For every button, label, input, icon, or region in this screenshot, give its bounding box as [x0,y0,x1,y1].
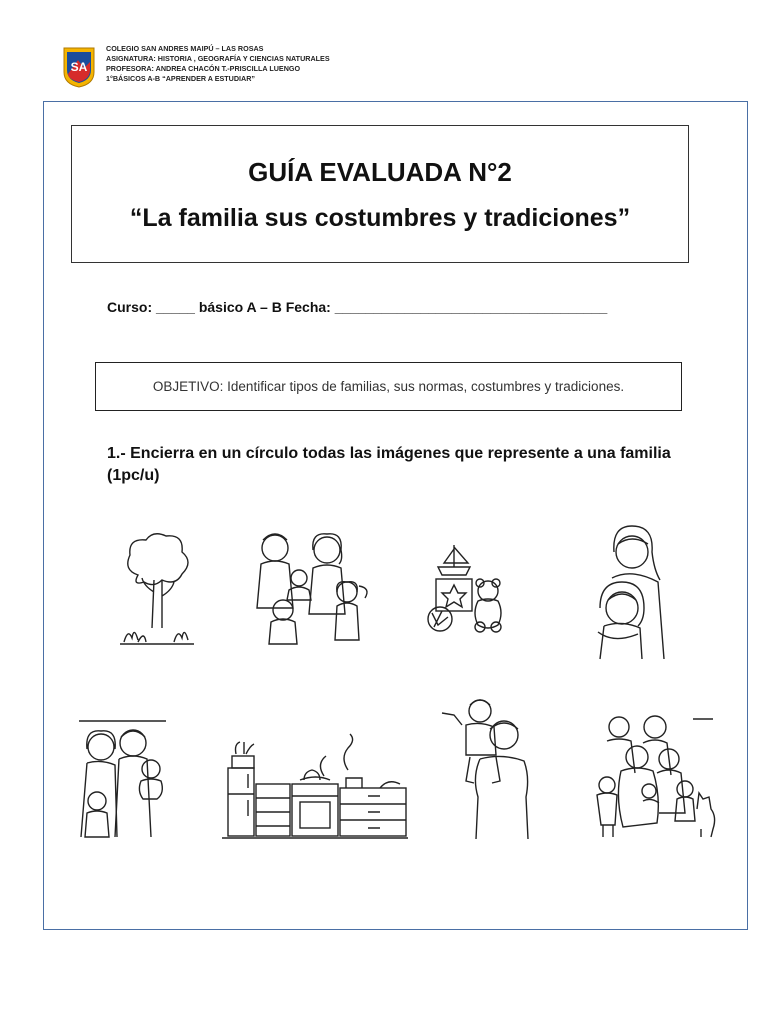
title-box [71,125,689,263]
logo-text: SA [70,60,88,74]
father-child-image[interactable] [440,697,534,839]
course-date-line[interactable]: Curso: _____ básico A – B Fecha: ___________________________________ [107,299,608,315]
guide-title: GUÍA EVALUADA N°2 [248,157,512,187]
tree-image[interactable] [118,530,196,652]
school-info [106,44,330,84]
extended-family-image[interactable] [585,713,721,840]
kitchen-image[interactable] [220,740,410,842]
parents-children-image[interactable] [79,719,166,839]
objective-box [95,362,682,411]
subject: ASIGNATURA: HISTORIA , GEOGRAFÍA Y CIENCIAS NATURALES [106,54,330,63]
school-logo [62,46,96,88]
teachers: PROFESORA: ANDREA CHACÓN T.-PRISCILLA LUENGO [106,64,301,73]
grade-motto: 1°BÁSICOS A-B “APRENDER A ESTUDIAR” [106,74,256,83]
school-name: COLEGIO SAN ANDRES MAIPÚ – LAS ROSAS [106,44,264,53]
question-1: 1.- Encierra en un círculo todas las imágenes que represente a una familia (1pc/u) [107,445,671,484]
objective-text: OBJETIVO: Identificar tipos de familias, sus normas, costumbres y tradiciones. [152,379,625,394]
family-of-five-image[interactable] [247,528,377,646]
guide-subtitle: “La familia sus costumbres y tradiciones” [129,204,631,232]
toys-image[interactable] [424,541,508,634]
mother-daughter-image[interactable] [594,522,666,659]
